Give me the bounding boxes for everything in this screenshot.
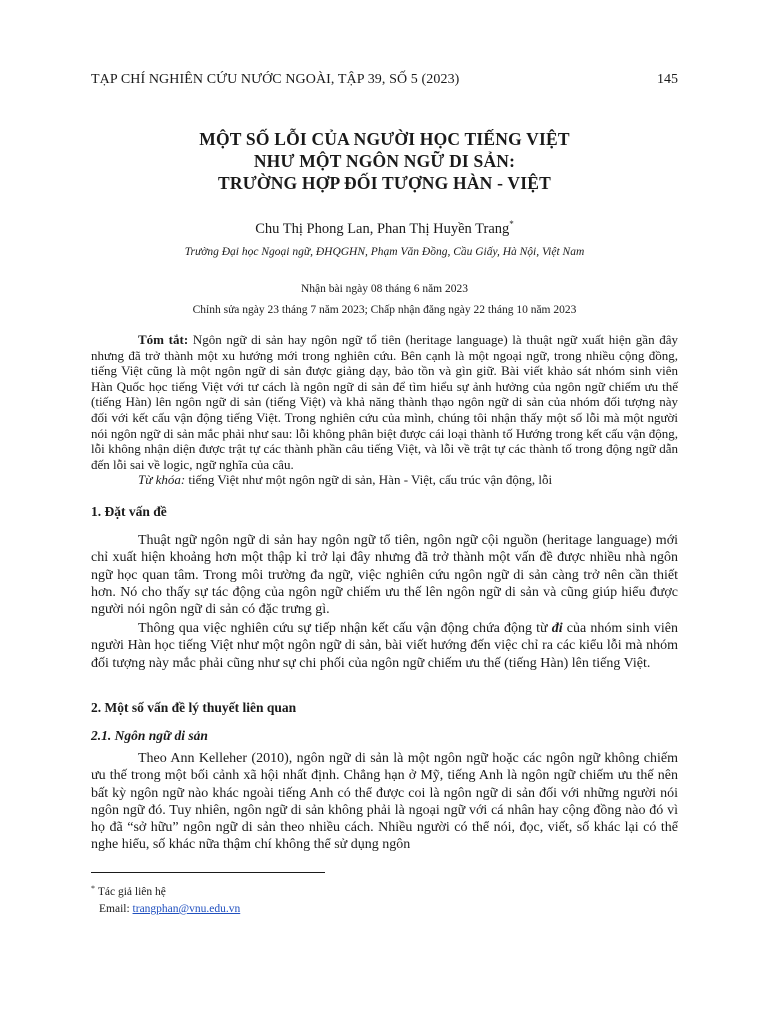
section-1-paragraph-1: Thuật ngữ ngôn ngữ di sản hay ngôn ngữ tổ tiên, ngôn ngữ cội nguồn (heritage language) mới chỉ xuất hiện khoảng hơn một thập kỉ trở lại đây nhưng đã trở thành một vấn đề được nhiều nhà ngôn ngữ học quan tâm. Trong môi trường đa ngữ, việc nghiên cứu ngôn ngữ di sản càng trở nên cần thiết hơn. Nó cho thấy sự tác động của ngôn ngữ chiếm ưu thế lên ngôn ngữ di sản và cũng giúp hiểu được người nói ngôn ngữ di sản có đặc trưng gì.	[91, 533, 678, 618]
section-2-paragraph-1: Theo Ann Kelleher (2010), ngôn ngữ di sản là một ngôn ngữ hoặc các ngôn ngữ không chiếm ưu thế trong một bối cảnh xã hội nhất định. Chẳng hạn ở Mỹ, tiếng Anh là ngôn ngữ chiếm ưu thế nên bất kỳ ngôn ngữ nào khác ngoài tiếng Anh có thể được coi là ngôn ngữ di sản đối với những người nói ngôn ngữ đó. Tuy nhiên, ngôn ngữ di sản không phải là ngoại ngữ với cá nhân hay cộng đồng nào đó vì họ đã “sở hữu” ngôn ngữ di sản theo nhiều cách. Nhiều người có thể nói, đọc, viết, số khác lại có thể nghe hiểu, số khác nữa thậm chí không thể sử dụng ngôn	[91, 751, 678, 853]
footnote-label: Tác giả liên hệ	[97, 886, 166, 898]
p2-text-before: Thông qua việc nghiên cứu sự tiếp nhận kết cấu vận động chứa động từ	[138, 621, 552, 636]
abstract-label: Tóm tắt:	[138, 332, 189, 347]
author-names: Chu Thị Phong Lan, Phan Thị Huyền Trang	[255, 221, 510, 237]
keywords-label: Từ khóa:	[138, 472, 186, 488]
abstract	[91, 332, 678, 488]
footnote-email	[99, 900, 240, 918]
keywords-text: tiếng Việt như một ngôn ngữ di sản, Hàn - Việt, cấu trúc vận động, lỗi	[185, 472, 553, 488]
section-1-paragraph-2	[91, 620, 678, 672]
page-number: 145	[657, 72, 678, 87]
email-link[interactable]: trangphan@vnu.edu.vn	[132, 903, 241, 915]
footnote-divider	[91, 872, 325, 873]
email-label: Email:	[99, 903, 133, 915]
section-1-heading: 1. Đặt vấn đề	[91, 504, 167, 519]
footnote-mark: *	[91, 884, 95, 893]
title-line-3: TRƯỜNG HỢP ĐỐI TƯỢNG HÀN - VIỆT	[218, 173, 551, 193]
section-2-heading: 2. Một số vấn đề lý thuyết liên quan	[91, 700, 297, 715]
p2-text-after: của nhóm sinh viên người Hàn học tiếng Việt như một ngôn ngữ di sản, bài viết hướng đến việc chỉ ra các kiểu lỗi mà nhóm đối tượng này mắc phải cũng như sự chi phối của ngôn ngữ chiếm ưu thế (tiếng Hàn) lên tiếng Việt.	[91, 621, 678, 671]
subsection-2-1-heading: 2.1. Ngôn ngữ di sản	[91, 728, 208, 743]
title-line-2: NHƯ MỘT NGÔN NGỮ DI SẢN:	[253, 151, 516, 171]
received-date: Nhận bài ngày 08 tháng 6 năm 2023	[300, 283, 469, 295]
p2-emphasis: đi	[551, 621, 563, 636]
abstract-text: Ngôn ngữ di sản hay ngôn ngữ tổ tiên (heritage language) là thuật ngữ xuất hiện gần đây nhưng đã trở thành một xu hướng mới trong nghiên cứu. Bên cạnh là một ngoại ngữ, trong nhiều cộng đồng, tiếng Việt cũng là một ngôn ngữ di sản được giảng dạy, bảo tồn và gìn giữ. Bài viết khảo sát nhóm sinh viên Hàn Quốc học tiếng Việt với tư cách là ngôn ngữ di sản để tìm hiểu sự ảnh hưởng của ngôn ngữ chiếm ưu thế (tiếng Hàn) lên ngôn ngữ di sản (tiếng Việt) và khả năng thành thạo ngôn ngữ di sản của nhóm đối tượng này đối với kết cấu vận động tiếng Việt. Trong nghiên cứu của mình, chúng tôi nhận thấy một số lỗi mà một người nói ngôn ngữ di sản mắc phải như sau: lỗi không phân biệt được cái loại thành tố Hướng trong kết cấu vận động, lỗi không nhận diện được trật tự các thành phần câu tiếng Việt, và lỗi về trật tự các thành tố trong động ngữ dẫn đến lỗi sai về logic, ngữ nghĩa của câu.	[91, 332, 678, 472]
title-line-1: MỘT SỐ LỖI CỦA NGƯỜI HỌC TIẾNG VIỆT	[199, 129, 570, 149]
affiliation: Trường Đại học Ngoại ngữ, ĐHQGHN, Phạm Văn Đồng, Cầu Giấy, Hà Nội, Việt Nam	[184, 246, 585, 258]
corresponding-author-mark: *	[509, 219, 514, 229]
submission-dates	[91, 279, 678, 321]
keywords	[91, 472, 678, 488]
article-title	[91, 128, 678, 194]
running-header	[91, 72, 678, 90]
journal-name: TẠP CHÍ NGHIÊN CỨU NƯỚC NGOÀI, TẬP 39, SỐ 5 (2023)	[91, 72, 460, 87]
author-list	[91, 219, 678, 238]
footnote-corresponding	[91, 880, 166, 901]
abstract-body	[91, 332, 678, 472]
revised-accepted-date: Chỉnh sửa ngày 23 tháng 7 năm 2023; Chấp nhận đăng ngày 22 tháng 10 năm 2023	[192, 304, 577, 316]
